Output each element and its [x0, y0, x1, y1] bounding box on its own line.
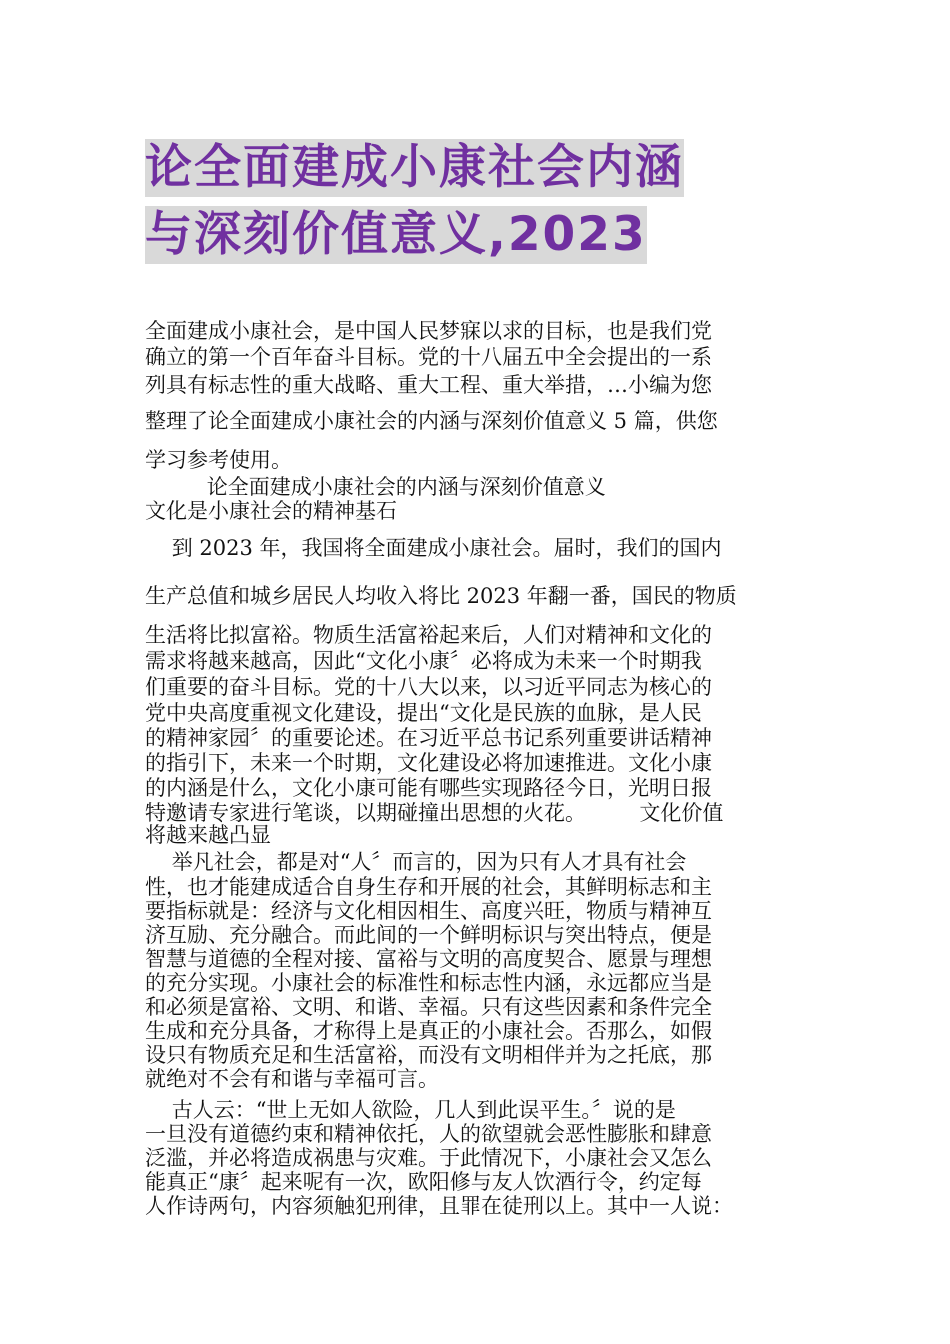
body-line: 特邀请专家进行笔谈，以期碰撞出思想的火花。 文化价值: [145, 801, 724, 825]
body-line: 生成和充分具备，才称得上是真正的小康社会。否那么，如假: [145, 1019, 712, 1043]
body-line: 党中央高度重视文化建设，提出“文化是民族的血脉，是人民: [145, 701, 702, 725]
body-line: 学习参考使用。: [145, 448, 292, 472]
body-line: 性，也才能建成适合自身生存和开展的社会，其鲜明标志和主: [145, 875, 712, 899]
body-line: 生产总值和城乡居民人均收入将比 2023 年翻一番，国民的物质: [145, 584, 737, 608]
body-line: 和必须是富裕、文明、和谐、幸福。只有这些因素和条件完全: [145, 995, 712, 1019]
body-line: 需求将越来越高，因此“文化小康〞必将成为未来一个时期我: [145, 649, 702, 673]
body-line: 的精神家园〞的重要论述。在习近平总书记系列重要讲话精神: [145, 726, 712, 750]
body-line: 列具有标志性的重大战略、重大工程、重大举措，…小编为您: [145, 373, 712, 397]
body-line: 就绝对不会有和谐与幸福可言。: [145, 1067, 439, 1091]
body-line: 整理了论全面建成小康社会的内涵与深刻价值意义 5 篇，供您: [145, 409, 718, 433]
body-line: 能真正“康〞起来呢有一次，欧阳修与友人饮酒行令，约定每: [145, 1170, 702, 1194]
body-line: 的内涵是什么，文化小康可能有哪些实现路径今日，光明日报: [145, 776, 712, 800]
body-line: 的指引下，未来一个时期，文化建设必将加速推进。文化小康: [145, 751, 712, 775]
body-line: 古人云：“世上无如人欲险，几人到此误平生。〞说的是: [145, 1098, 676, 1122]
body-line: 的充分实现。小康社会的标准性和标志性内涵，永远都应当是: [145, 971, 712, 995]
body-line: 济互励、充分融合。而此间的一个鲜明标识与突出特点，便是: [145, 923, 712, 947]
section-heading: 文化是小康社会的精神基石: [145, 499, 397, 523]
body-line: 举凡社会，都是对“人〞而言的，因为只有人才具有社会: [145, 850, 687, 874]
body-line: 们重要的奋斗目标。党的十八大以来，以习近平同志为核心的: [145, 675, 712, 699]
body-line: 生活将比拟富裕。物质生活富裕起来后，人们对精神和文化的: [145, 623, 712, 647]
body-line: 到 2023 年，我国将全面建成小康社会。届时，我们的国内: [145, 536, 722, 560]
body-line: 确立的第一个百年奋斗目标。党的十八届五中全会提出的一系: [145, 345, 712, 369]
body-line: 智慧与道德的全程对接、富裕与文明的高度契合、愿景与理想: [145, 947, 712, 971]
section-heading: 将越来越凸显: [145, 823, 271, 847]
body-line: 泛滥，并必将造成祸患与灾难。于此情况下，小康社会又怎么: [145, 1146, 712, 1170]
body-line: 全面建成小康社会，是中国人民梦寐以求的目标，也是我们党: [145, 319, 712, 343]
body-line: 设只有物质充足和生活富裕，而没有文明相伴并为之托底，那: [145, 1043, 712, 1067]
document-title-line-2: 与深刻价值意义,2023: [145, 207, 647, 262]
article-heading: 论全面建成小康社会的内涵与深刻价值意义: [180, 475, 606, 499]
document-title-line-1: 论全面建成小康社会内涵: [145, 140, 684, 195]
body-line: 一旦没有道德约束和精神依托，人的欲望就会恶性膨胀和肆意: [145, 1122, 712, 1146]
body-line: 要指标就是：经济与文化相因相生、高度兴旺，物质与精神互: [145, 899, 712, 923]
body-line: 人作诗两句，内容须触犯刑律，且罪在徒刑以上。其中一人说：: [145, 1194, 733, 1218]
